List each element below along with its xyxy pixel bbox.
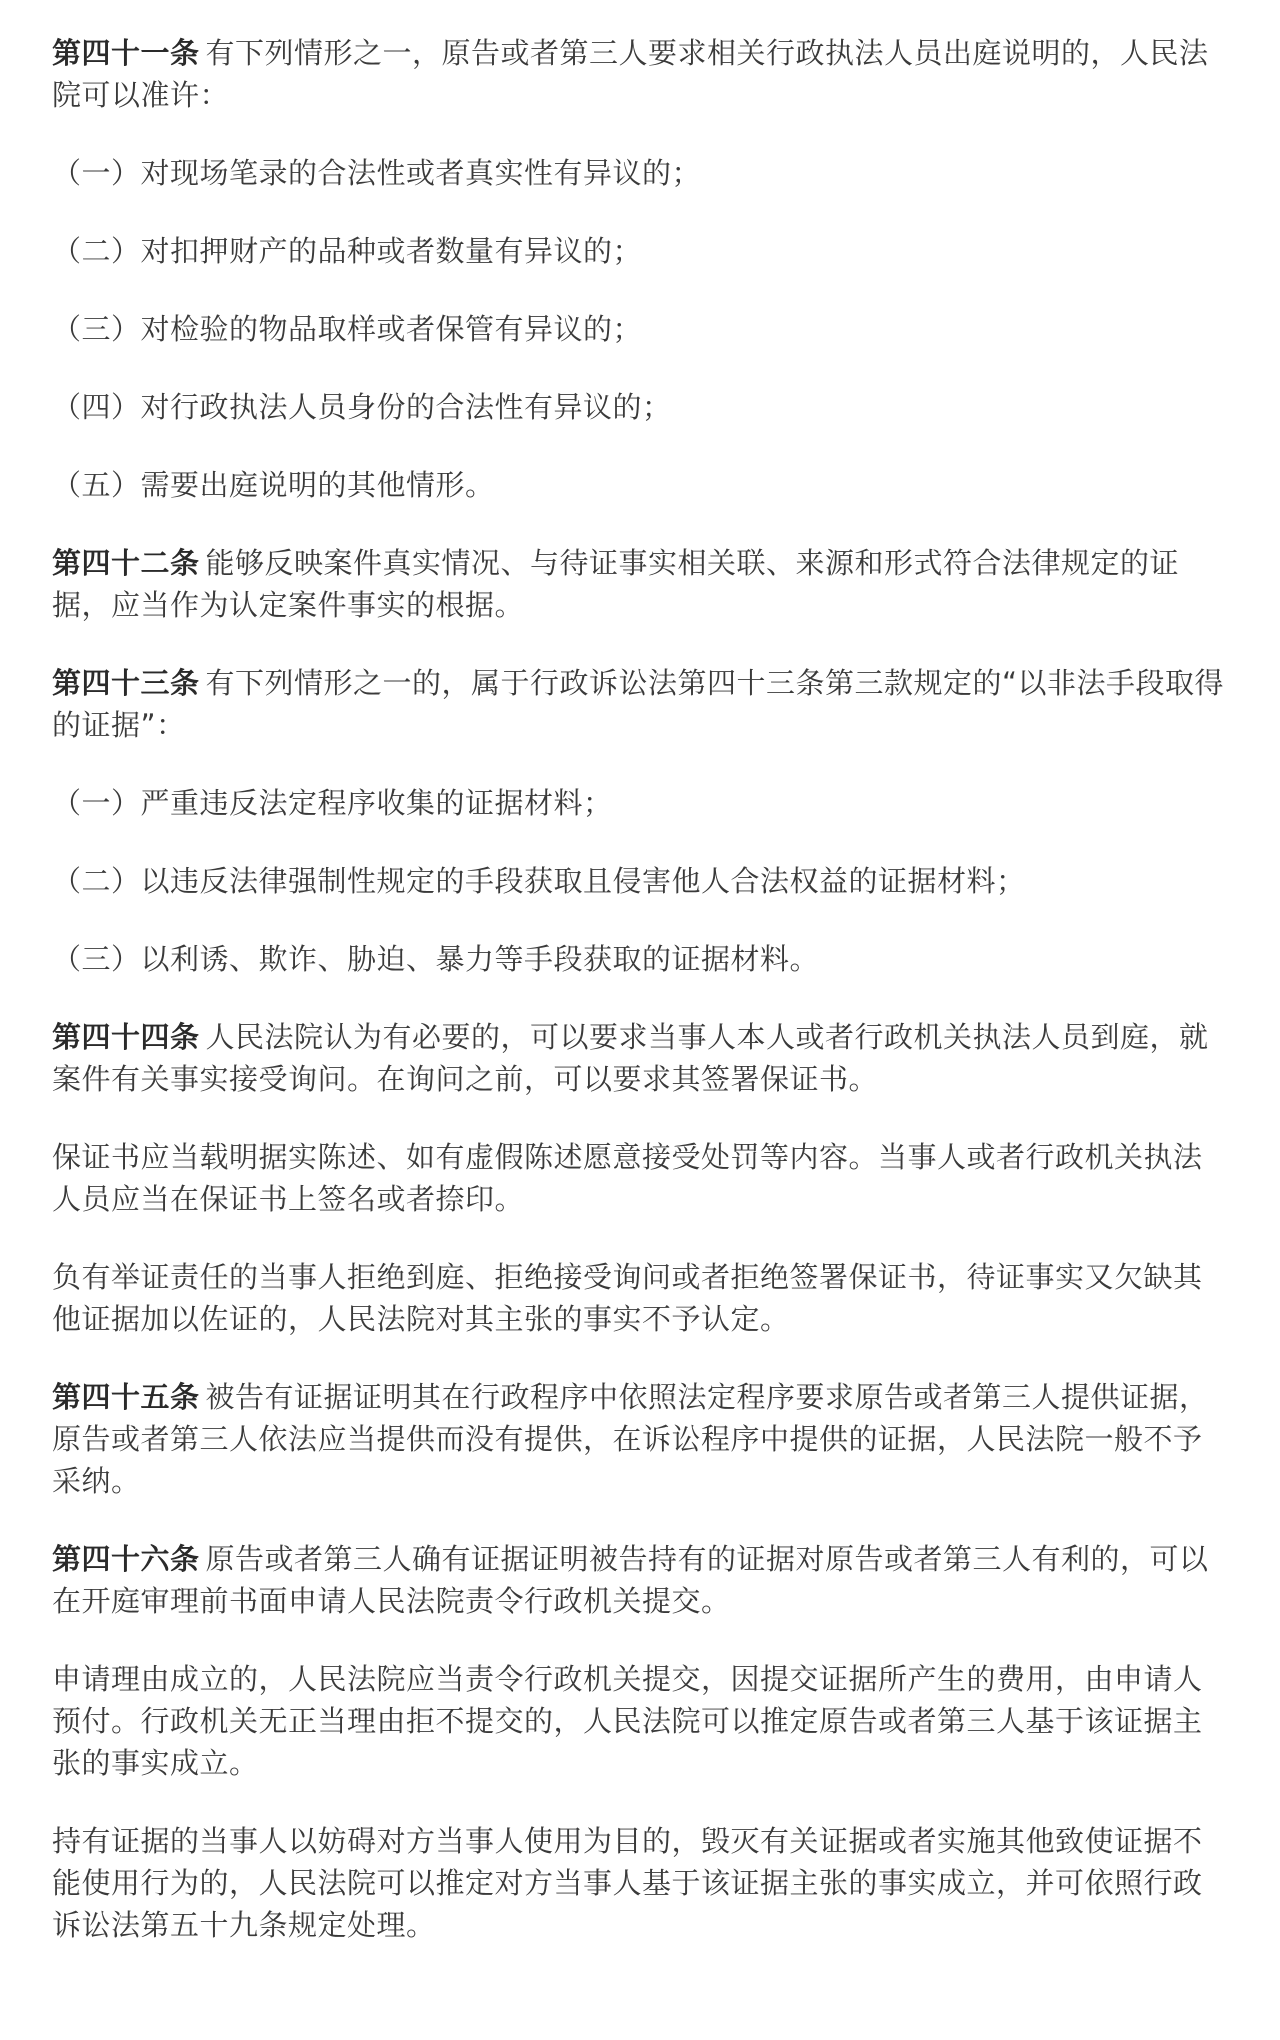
paragraph-text: （五）需要出庭说明的其他情形。: [52, 468, 495, 502]
list-item: [52, 308, 1228, 350]
paragraph-text: （二）以违反法律强制性规定的手段获取且侵害他人合法权益的证据材料；: [52, 864, 1026, 898]
paragraph: [52, 1820, 1228, 1946]
paragraph-text: （二）对扣押财产的品种或者数量有异议的；: [52, 234, 643, 268]
article-number: 第四十二条: [52, 546, 200, 580]
paragraph-text: 保证书应当载明据实陈述、如有虚假陈述愿意接受处罚等内容。当事人或者行政机关执法人员应当在保证书上签名或者捺印。: [52, 1140, 1203, 1216]
paragraph-text: 原告或者第三人确有证据证明被告持有的证据对原告或者第三人有利的，可以在开庭审理前书面申请人民法院责令行政机关提交。: [52, 1542, 1209, 1618]
list-item: [52, 152, 1228, 194]
list-item: [52, 386, 1228, 428]
list-item: [52, 230, 1228, 272]
paragraph-text: （三）对检验的物品取样或者保管有异议的；: [52, 312, 643, 346]
paragraph-text: 申请理由成立的，人民法院应当责令行政机关提交，因提交证据所产生的费用，由申请人预付。行政机关无正当理由拒不提交的，人民法院可以推定原告或者第三人基于该证据主张的事实成立。: [52, 1662, 1203, 1780]
paragraph: [52, 1136, 1228, 1220]
paragraph-text: （四）对行政执法人员身份的合法性有异议的；: [52, 390, 672, 424]
paragraph-article-42: [52, 542, 1228, 626]
paragraph-text: （一）对现场笔录的合法性或者真实性有异议的；: [52, 156, 702, 190]
document-body: [52, 32, 1228, 1982]
paragraph-article-44: [52, 1016, 1228, 1100]
paragraph-article-46: [52, 1538, 1228, 1622]
paragraph-article-45: [52, 1376, 1228, 1502]
paragraph: [52, 1256, 1228, 1340]
paragraph-article-41: [52, 32, 1228, 116]
paragraph-article-43: [52, 662, 1228, 746]
list-item: [52, 782, 1228, 824]
paragraph-text: （一）严重违反法定程序收集的证据材料；: [52, 786, 613, 820]
paragraph-text: 被告有证据证明其在行政程序中依照法定程序要求原告或者第三人提供证据，原告或者第三人依法应当提供而没有提供，在诉讼程序中提供的证据，人民法院一般不予采纳。: [52, 1380, 1209, 1498]
list-item: [52, 938, 1228, 980]
article-number: 第四十三条: [52, 666, 200, 700]
list-item: [52, 464, 1228, 506]
paragraph-text: 持有证据的当事人以妨碍对方当事人使用为目的，毁灭有关证据或者实施其他致使证据不能使用行为的，人民法院可以推定对方当事人基于该证据主张的事实成立，并可依照行政诉讼法第五十九条规定处理。: [52, 1824, 1203, 1942]
article-number: 第四十五条: [52, 1380, 200, 1414]
paragraph-text: 有下列情形之一，原告或者第三人要求相关行政执法人员出庭说明的，人民法院可以准许：: [52, 36, 1209, 112]
article-number: 第四十四条: [52, 1020, 200, 1054]
paragraph-text: 能够反映案件真实情况、与待证事实相关联、来源和形式符合法律规定的证据，应当作为认定案件事实的根据。: [52, 546, 1180, 622]
list-item: [52, 860, 1228, 902]
paragraph-text: 人民法院认为有必要的，可以要求当事人本人或者行政机关执法人员到庭，就案件有关事实接受询问。在询问之前，可以要求其签署保证书。: [52, 1020, 1209, 1096]
paragraph: [52, 1658, 1228, 1784]
paragraph-text: （三）以利诱、欺诈、胁迫、暴力等手段获取的证据材料。: [52, 942, 820, 976]
paragraph-text: 有下列情形之一的，属于行政诉讼法第四十三条第三款规定的“以非法手段取得的证据”：: [52, 666, 1225, 742]
article-number: 第四十一条: [52, 36, 200, 70]
paragraph-text: 负有举证责任的当事人拒绝到庭、拒绝接受询问或者拒绝签署保证书，待证事实又欠缺其他证据加以佐证的，人民法院对其主张的事实不予认定。: [52, 1260, 1203, 1336]
article-number: 第四十六条: [52, 1542, 200, 1576]
